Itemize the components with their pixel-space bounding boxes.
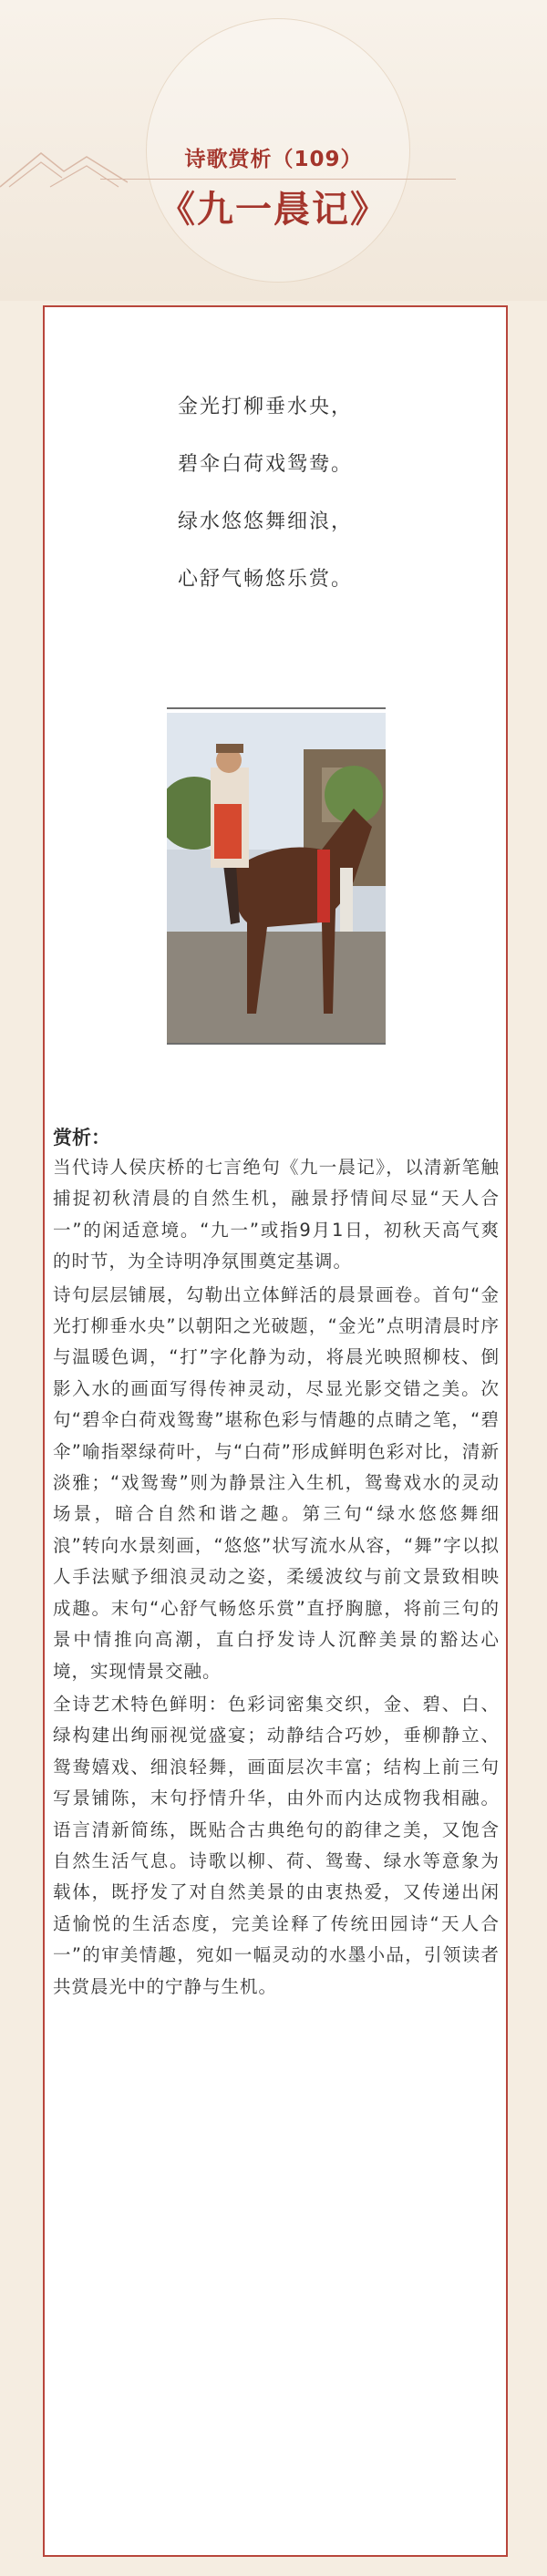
poem-line: 金光打柳垂水央，: [178, 396, 354, 418]
photo-person-riding-horse: [167, 713, 386, 1043]
analysis-heading: 赏析：: [53, 1127, 110, 1149]
poem-line: 绿水悠悠舞细浪，: [178, 510, 354, 533]
analysis-section: [53, 1123, 500, 2004]
decorative-line: [100, 179, 456, 180]
analysis-paragraph: 全诗艺术特色鲜明：色彩词密集交织，金、碧、白、绿构建出绚丽视觉盛宴；动静结合巧妙，垂柳静立、鸳鸯嬉戏、细浪轻舞，画面层次丰富；结构上前三句写景铺陈，末句抒情升华，由外而内达成物我相融。语言清新简练，既贴合古典绝句的韵律之美，又饱含自然生活气息。诗歌以柳、荷、鸳鸯、绿水等意象为载体，既抒发了对自然美景的由衷热爱，又传递出闲适愉悦的生活态度，完美诠释了传统田园诗“天人合一”的审美情趣，宛如一幅灵动的水墨小品，引领读者共赏晨光中的宁静与生机。: [53, 1693, 500, 1997]
poem-block: [178, 378, 451, 608]
header-banner: [0, 0, 547, 301]
series-subtitle: 诗歌赏析（109）: [184, 148, 363, 171]
page-title: 《九一晨记》: [159, 188, 388, 231]
photo-frame: [167, 707, 386, 1045]
poem-line: 心舒气畅悠乐赏。: [178, 568, 354, 591]
analysis-paragraph: 诗句层层铺展，勾勒出立体鲜活的晨景画卷。首句“金光打柳垂水央”以朝阳之光破题，“金光”点明清晨时序与温暖色调，“打”字化静为动，将晨光映照柳枝、倒影入水的画面写得传神灵动，尽显光影交错之美。次句“碧伞白荷戏鸳鸯”堪称色彩与情趣的点睛之笔，“碧伞”喻指翠绿荷叶，与“白荷”形成鲜明色彩对比，清新淡雅；“戏鸳鸯”则为静景注入生机，鸳鸯戏水的灵动场景，暗合自然和谐之趣。第三句“绿水悠悠舞细浪”转向水景刻画，“悠悠”状写流水从容，“舞”字以拟人手法赋予细浪灵动之姿，柔缓波纹与前文景致相映成趣。末句“心舒气畅悠乐赏”直抒胸臆，将前三句的景中情推向高潮，直白抒发诗人沉醉美景的豁达心境，实现情景交融。: [53, 1283, 500, 1682]
analysis-paragraph: 当代诗人侯庆桥的七言绝句《九一晨记》，以清新笔触捕捉初秋清晨的自然生机，融景抒情间尽显“天人合一”的闲适意境。“九一”或指9月1日，初秋天高气爽的时节，为全诗明净氛围奠定基调。: [53, 1157, 500, 1273]
poem-line: 碧伞白荷戏鸳鸯。: [178, 453, 354, 476]
